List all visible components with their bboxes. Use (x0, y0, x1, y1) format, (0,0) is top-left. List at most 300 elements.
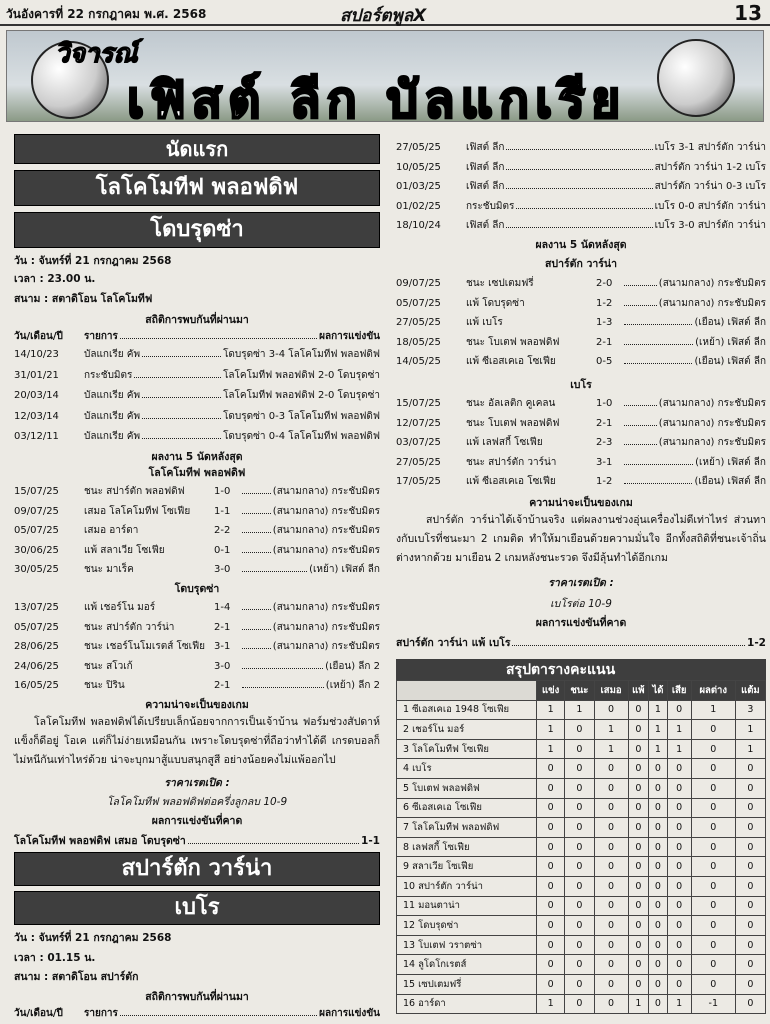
standings-value: 0 (667, 896, 691, 916)
standings-value: 0 (735, 818, 765, 838)
standings-value: 0 (735, 759, 765, 779)
h2h-competition: เฟิสต์ ลีก (466, 220, 505, 231)
away-form-team: โดบรุดซ่า (174, 583, 220, 595)
h2h-date: 12/03/14 (14, 410, 59, 422)
col-list: รายการ (84, 1008, 118, 1019)
col-result: ผลการแข่งขัน (319, 331, 380, 342)
standings-col-header: ชนะ (565, 681, 594, 701)
h2h-row (396, 218, 766, 233)
standings-team: 11 มอนตาน่า (397, 896, 537, 916)
standings-value: 0 (594, 916, 628, 936)
h2h-header (14, 329, 380, 344)
standings-value: 0 (565, 837, 594, 857)
match-date: วัน : จันทร์ที่ 21 กรกฎาคม 2568 (14, 255, 172, 267)
football-icon (657, 39, 735, 117)
form-date: 12/07/25 (396, 417, 441, 429)
home-form-team: โลโคโมทีฟ พลอฟดิฟ (148, 467, 246, 479)
form-venue: (สนามกลาง) กระชับมิตร (272, 641, 380, 652)
standings-value: 0 (628, 759, 649, 779)
form-team: ชนะ มาเร็ค (84, 564, 134, 575)
form-date: 05/07/25 (14, 621, 59, 633)
analysis-title: ความน่าจะเป็นของเกม (145, 699, 249, 711)
standings-value: 1 (667, 720, 691, 740)
standings-value: 0 (649, 994, 667, 1014)
standings-row (397, 720, 766, 740)
h2h-competition: กระชับมิตร (466, 200, 515, 212)
standings-value: 0 (628, 778, 649, 798)
team-col-header (397, 681, 537, 701)
standings-row (397, 818, 766, 838)
form-row (14, 504, 380, 519)
h2h-result: โดบรุดซ่า 3-4 โลโคโมทีฟ พลอฟดิฟ (223, 349, 380, 360)
m2-analysis-text: สปาร์ตัก วาร์น่าได้เจ้าบ้านจริง แต่ผลงานช่วงอุ่นเครื่องไม่ดีเท่าไหร่ ส่วนทางกับเบโรที่ชนะมา 2 เกมติด ทำให้มาเยือนด้วยความมั่นใจ อีกทั้งสถิติที่ชนะเจ้าถิ่นต่างหากด้วย มาเยือน 2 เกมหลังชนะรวด จึงมีลุ้นทำได้อีกเกม (396, 514, 766, 564)
standings-value: 1 (667, 994, 691, 1014)
standings-value: 0 (565, 857, 594, 877)
standings-value: 0 (537, 916, 565, 936)
standings-team: 14 ลูโดโกเรตส์ (397, 955, 537, 975)
form-venue: (สนามกลาง) กระชับมิตร (272, 505, 380, 517)
form-score: 2-3 (596, 437, 613, 448)
standings-value: 0 (691, 955, 735, 975)
standings-value: 0 (667, 818, 691, 838)
standings-col-header: ได้ (649, 681, 667, 701)
standings-value: 0 (691, 759, 735, 779)
form-venue: (เยือน) เฟิสต์ ลีก (694, 317, 766, 328)
standings-value: 1 (537, 700, 565, 720)
standings-value: 0 (649, 876, 667, 896)
standings-value: 0 (735, 837, 765, 857)
form-team: เสมอ โลโคโมทีฟ โซเฟีย (84, 505, 191, 517)
standings-row (397, 994, 766, 1014)
form-score: 2-0 (596, 278, 613, 289)
m2-h2h-header (14, 1006, 380, 1021)
form-score: 3-1 (596, 456, 613, 468)
h2h-date: 20/03/14 (14, 390, 59, 401)
m2-match-date: วัน : จันทร์ที่ 21 กรกฎาคม 2568 (14, 932, 172, 944)
form-date: 14/05/25 (396, 356, 441, 367)
standings-value: 0 (691, 798, 735, 818)
form-venue: (เหย้า) เฟิสต์ ลีก (695, 456, 766, 468)
form-row (14, 523, 380, 538)
standings-value: 0 (537, 974, 565, 994)
standings-value: 1 (649, 700, 667, 720)
standings-value: 1 (537, 720, 565, 740)
standings-value: 0 (735, 974, 765, 994)
analysis-text: โลโคโมทีฟ พลอฟดิฟได้เปรียบเล็กน้อยจากการเป็นเจ้าบ้าน ฟอร์มช่วงสัปดาห์แข็งก็ดีอยู่ โอเค แต่ก็ไม่ง่ายเหมือนกัน เพราะโดบรุดซ่าที่ถือว่าทำได้ดี เกรดบอลก็ไม่หนีกันเท่าไหร่ด้วย น่าจะบุกมาสู้แบบสนุกสูสี อย่างน้อยคงไม่แพ้ออกไป (14, 716, 380, 766)
form-row (14, 600, 380, 615)
standings-value: 0 (594, 935, 628, 955)
standings-value: 0 (594, 700, 628, 720)
standings-value: 0 (735, 896, 765, 916)
odds-text: โลโคโมทีฟ พลอฟดิฟต่อครึ่งลูกลบ 10-9 (106, 796, 288, 808)
standings-row (397, 896, 766, 916)
prediction-row (14, 832, 380, 849)
form-date: 27/05/25 (396, 317, 441, 328)
standings-value: 0 (649, 935, 667, 955)
form-venue: (สนามกลาง) กระชับมิตร (658, 398, 766, 409)
standings-value: 0 (735, 876, 765, 896)
standings-value: 0 (628, 798, 649, 818)
h2h-date: 31/01/21 (14, 369, 59, 381)
standings-value: 0 (594, 994, 628, 1014)
form-score: 2-2 (214, 525, 231, 536)
standings-value: 0 (667, 876, 691, 896)
standings-value: 1 (691, 700, 735, 720)
standings-value: 1 (735, 739, 765, 759)
page-header (0, 0, 770, 26)
standings-value: 0 (691, 876, 735, 896)
m2-home-form-team: สปาร์ตัก วาร์น่า (545, 258, 617, 270)
col-date: วัน/เดือน/ปี (14, 1008, 63, 1019)
standings-value: 0 (565, 955, 594, 975)
h2h-date: 01/03/25 (396, 181, 441, 192)
form-team: ชนะ ปิริน (84, 680, 125, 691)
standings-value: 0 (667, 700, 691, 720)
h2h-result: โลโคโมทีฟ พลอฟดิฟ 2-0 โดบรุดซ่า (223, 369, 380, 381)
form-team: ชนะ โบเตฟ พลอฟดิฟ (466, 336, 560, 348)
standings-value: 0 (594, 896, 628, 916)
standings-value: 0 (649, 798, 667, 818)
standings-row (397, 739, 766, 759)
form-date: 28/06/25 (14, 641, 59, 652)
standings-value: 0 (565, 818, 594, 838)
m2-form-title: ผลงาน 5 นัดหลังสุด (535, 239, 627, 251)
standings-value: 0 (537, 935, 565, 955)
form-score: 1-0 (596, 398, 613, 409)
standings-team: 12 โดบรุดซ่า (397, 916, 537, 936)
standings-row (397, 759, 766, 779)
h2h-row (14, 368, 380, 383)
standings-value: 1 (735, 720, 765, 740)
form-row (14, 659, 380, 674)
form-score: 3-0 (214, 564, 231, 575)
h2h-competition: เฟิสต์ ลีก (466, 181, 505, 192)
standings-value: 0 (594, 818, 628, 838)
standings-row (397, 778, 766, 798)
standings-value: 0 (628, 935, 649, 955)
standings-value: 0 (649, 955, 667, 975)
standings-value: 0 (565, 974, 594, 994)
standings-value: 0 (565, 739, 594, 759)
standings-value: 0 (667, 778, 691, 798)
standings-value: 1 (594, 720, 628, 740)
h2h-competition: บัลแกเรีย คัพ (84, 349, 141, 360)
standings-value: 0 (735, 955, 765, 975)
h2h-row (14, 347, 380, 362)
form-venue: (เยือน) เฟิสต์ ลีก (694, 476, 766, 487)
standings-value: 0 (537, 759, 565, 779)
banner-title: เฟิสต์ ลีก บัลแกเรีย (127, 71, 627, 122)
standings-value: 0 (565, 994, 594, 1014)
h2h-title: สถิติการพบกันที่ผ่านมา (145, 314, 249, 326)
prediction-score: 1-2 (747, 637, 766, 649)
m2-home-team-heading: สปาร์ตัก วาร์น่า (14, 852, 380, 886)
standings-value: 0 (649, 974, 667, 994)
standings-team: 5 โบเตฟ พลอฟดิฟ (397, 778, 537, 798)
form-date: 30/06/25 (14, 544, 59, 556)
standings-value: 0 (565, 798, 594, 818)
form-row (396, 296, 766, 311)
h2h-result: เบโร 0-0 สปาร์ตัก วาร์น่า (654, 200, 766, 212)
h2h-row (396, 199, 766, 214)
standings-team: 13 โบเตฟ วราตซ่า (397, 935, 537, 955)
standings-team: 4 เบโร (397, 759, 537, 779)
form-row (396, 315, 766, 330)
standings-value: 0 (565, 778, 594, 798)
col-date: วัน/เดือน/ปี (14, 331, 63, 342)
form-team: แพ้ เลฟสกี้ โซเฟีย (466, 437, 543, 448)
form-venue: (สนามกลาง) กระชับมิตร (272, 525, 380, 536)
standings-table (396, 680, 766, 1014)
standings-value: 1 (649, 720, 667, 740)
round-heading: นัดแรก (14, 134, 380, 164)
standings-value: 0 (628, 700, 649, 720)
h2h-date: 18/10/24 (396, 220, 441, 231)
form-score: 0-1 (214, 544, 231, 556)
h2h-result: เบโร 3-1 สปาร์ตัก วาร์น่า (654, 142, 766, 153)
form-row (14, 484, 380, 499)
h2h-row (396, 140, 766, 155)
form-score: 2-1 (596, 417, 613, 429)
form-row (396, 435, 766, 450)
standings-value: 0 (735, 778, 765, 798)
m2-away-form-team: เบโร (570, 379, 592, 391)
standings-value: 0 (691, 857, 735, 877)
prediction-score: 1-1 (361, 835, 380, 847)
standings-team: 1 ซีเอสเคเอ 1948 โซเฟีย (397, 700, 537, 720)
match-time: เวลา : 23.00 น. (14, 273, 96, 285)
standings-value: 0 (565, 896, 594, 916)
form-team: ชนะ สปาร์ตัก วาร์น่า (466, 456, 557, 468)
form-venue: (เยือน) เฟิสต์ ลีก (694, 356, 766, 367)
standings-value: -1 (691, 994, 735, 1014)
form-date: 15/07/25 (14, 486, 59, 497)
standings-value: 0 (594, 759, 628, 779)
standings-row (397, 916, 766, 936)
form-date: 05/07/25 (396, 297, 441, 309)
standings-row (397, 955, 766, 975)
standings-value: 0 (537, 818, 565, 838)
h2h-competition: กระชับมิตร (84, 369, 133, 381)
m2-prediction-row (396, 634, 766, 651)
standings-value: 0 (565, 720, 594, 740)
standings-col-header: เสีย (667, 681, 691, 701)
standings-value: 0 (628, 974, 649, 994)
standings-value: 0 (565, 935, 594, 955)
prediction-text: สปาร์ตัก วาร์น่า แพ้ เบโร (396, 637, 511, 649)
standings-value: 0 (735, 994, 765, 1014)
standings-value: 0 (649, 857, 667, 877)
standings-value: 0 (537, 798, 565, 818)
standings-row (397, 798, 766, 818)
form-row (14, 639, 380, 654)
standings-value: 0 (667, 798, 691, 818)
form-date: 18/05/25 (396, 336, 441, 348)
form-team: ชนะ สปาร์ตัก วาร์น่า (84, 621, 175, 633)
standings-value: 0 (735, 857, 765, 877)
h2h-row (396, 179, 766, 194)
standings-value: 0 (594, 798, 628, 818)
form-date: 09/07/25 (14, 505, 59, 517)
form-team: ชนะ เซปเตมฟรี่ (466, 278, 534, 289)
m2-prediction-title: ผลการแข่งขันที่คาด (535, 617, 627, 629)
form-row (14, 543, 380, 558)
form-title: ผลงาน 5 นัดหลังสุด (151, 451, 243, 463)
col-result: ผลการแข่งขัน (319, 1008, 380, 1019)
form-row (396, 416, 766, 431)
standings-value: 0 (594, 857, 628, 877)
standings-col-header: แพ้ (628, 681, 649, 701)
form-score: 3-0 (214, 660, 231, 672)
h2h-row (396, 160, 766, 175)
standings-value: 1 (649, 739, 667, 759)
form-score: 1-1 (214, 505, 231, 517)
m2-match-time: เวลา : 01.15 น. (14, 952, 96, 964)
standings-value: 0 (649, 896, 667, 916)
m2-away-team-heading: เบโร (14, 891, 380, 925)
standings-value: 0 (628, 739, 649, 759)
form-team: เสมอ อาร์ดา (84, 525, 139, 536)
h2h-competition: บัลแกเรีย คัพ (84, 431, 141, 442)
issue-date: วันอังคารที่ 22 กรกฎาคม พ.ศ. 2568 (6, 7, 207, 21)
standings-value: 0 (649, 759, 667, 779)
form-team: ชนะ เชอร์โนโมเรตส์ โซเฟีย (84, 641, 206, 652)
standings-team: 10 สปาร์ตัก วาร์น่า (397, 876, 537, 896)
standings-value: 0 (649, 916, 667, 936)
standings-value: 0 (667, 916, 691, 936)
form-team: แพ้ โดบรุดซ่า (466, 297, 525, 309)
form-venue: (สนามกลาง) กระชับมิตร (272, 621, 380, 633)
standings-team: 6 ซีเอสเคเอ โซเฟีย (397, 798, 537, 818)
form-date: 24/06/25 (14, 660, 59, 672)
h2h-date: 03/12/11 (14, 431, 59, 442)
form-date: 16/05/25 (14, 680, 59, 691)
standings-value: 0 (628, 896, 649, 916)
standings-row (397, 700, 766, 720)
form-row (396, 396, 766, 411)
h2h-date: 27/05/25 (396, 142, 441, 153)
h2h-row (14, 409, 380, 424)
form-score: 2-1 (214, 680, 231, 691)
standings-value: 0 (594, 974, 628, 994)
form-date: 30/05/25 (14, 564, 59, 575)
standings-team: 16 อาร์ดา (397, 994, 537, 1014)
standings-team: 8 เลฟสกี้ โซเฟีย (397, 837, 537, 857)
standings-value: 0 (537, 837, 565, 857)
prediction-title: ผลการแข่งขันที่คาด (151, 815, 243, 827)
form-venue: (สนามกลาง) กระชับมิตร (272, 602, 380, 613)
form-score: 2-1 (214, 621, 231, 633)
standings-value: 0 (667, 759, 691, 779)
standings-value: 3 (735, 700, 765, 720)
standings-value: 0 (565, 759, 594, 779)
standings-team: 15 เซปเตมฟรี่ (397, 974, 537, 994)
standings-row (397, 857, 766, 877)
form-venue: (สนามกลาง) กระชับมิตร (658, 417, 766, 429)
form-row (396, 474, 766, 489)
h2h-date: 10/05/25 (396, 161, 441, 173)
standings-value: 1 (594, 739, 628, 759)
standings-value: 0 (594, 955, 628, 975)
brand-logo: สปอร์ตพูลX (340, 6, 427, 26)
standings-value: 0 (649, 837, 667, 857)
h2h-result: โดบรุดซ่า 0-3 โลโคโมทีฟ พลอฟดิฟ (223, 410, 380, 422)
form-team: แพ้ ซีเอสเคเอ โซเฟีย (466, 356, 556, 367)
form-row (396, 455, 766, 470)
standings-value: 0 (565, 876, 594, 896)
standings-col-header: แข่ง (537, 681, 565, 701)
standings-team: 2 เชอร์โน มอร์ (397, 720, 537, 740)
h2h-competition: บัลแกเรีย คัพ (84, 410, 141, 422)
standings-value: 0 (691, 818, 735, 838)
standings-value: 0 (628, 857, 649, 877)
form-row (14, 678, 380, 693)
banner-subtitle: วิจารณ์ (55, 39, 138, 69)
standings-value: 0 (594, 778, 628, 798)
standings-value: 0 (735, 798, 765, 818)
form-venue: (เหย้า) ลีก 2 (325, 680, 380, 691)
h2h-date: 01/02/25 (396, 200, 441, 212)
form-date: 17/05/25 (396, 476, 441, 487)
standings-value: 0 (667, 837, 691, 857)
form-score: 0-5 (596, 356, 613, 367)
m2-analysis-title: ความน่าจะเป็นของเกม (529, 497, 633, 509)
standings-col-header: เสมอ (594, 681, 628, 701)
h2h-result: เบโร 3-0 สปาร์ตัก วาร์น่า (654, 220, 766, 231)
form-row (14, 562, 380, 577)
standings-value: 0 (667, 974, 691, 994)
standings-row (397, 837, 766, 857)
standings-value: 0 (735, 935, 765, 955)
standings-value: 1 (628, 994, 649, 1014)
standings-value: 0 (537, 876, 565, 896)
h2h-competition: เฟิสต์ ลีก (466, 142, 505, 153)
standings-team: 7 โลโคโมทีฟ พลอฟดิฟ (397, 818, 537, 838)
col-list: รายการ (84, 331, 118, 342)
form-score: 2-1 (596, 336, 613, 348)
standings-team: 3 โลโคโมทีฟ โซเฟีย (397, 739, 537, 759)
m2-h2h-title: สถิติการพบกันที่ผ่านมา (145, 991, 249, 1003)
standings-value: 0 (649, 818, 667, 838)
standings-value: 0 (691, 837, 735, 857)
form-date: 03/07/25 (396, 437, 441, 448)
standings-value: 0 (628, 818, 649, 838)
standings-value: 0 (594, 876, 628, 896)
form-venue: (สนามกลาง) กระชับมิตร (272, 486, 380, 497)
form-score: 1-0 (214, 486, 231, 497)
standings-value: 1 (565, 700, 594, 720)
section-banner (6, 30, 764, 122)
h2h-result: สปาร์ตัก วาร์น่า 1-2 เบโร (654, 161, 766, 173)
form-venue: (สนามกลาง) กระชับมิตร (658, 297, 766, 309)
h2h-result: โดบรุดซ่า 0-4 โลโคโมทีฟ พลอฟดิฟ (223, 431, 380, 442)
standings-col-header: ผลต่าง (691, 681, 735, 701)
h2h-result: โลโคโมทีฟ พลอฟดิฟ 2-0 โดบรุดซ่า (223, 390, 380, 401)
standings-value: 0 (537, 857, 565, 877)
standings-value: 0 (537, 896, 565, 916)
standings-row (397, 974, 766, 994)
form-venue: (เหย้า) เฟิสต์ ลีก (695, 336, 766, 348)
h2h-date: 14/10/23 (14, 349, 59, 360)
standings-value: 0 (594, 837, 628, 857)
h2h-row (14, 429, 380, 444)
standings-value: 0 (691, 720, 735, 740)
standings-value: 0 (667, 935, 691, 955)
form-date: 27/05/25 (396, 456, 441, 468)
form-row (14, 620, 380, 635)
standings-value: 1 (537, 739, 565, 759)
standings-value: 0 (691, 916, 735, 936)
